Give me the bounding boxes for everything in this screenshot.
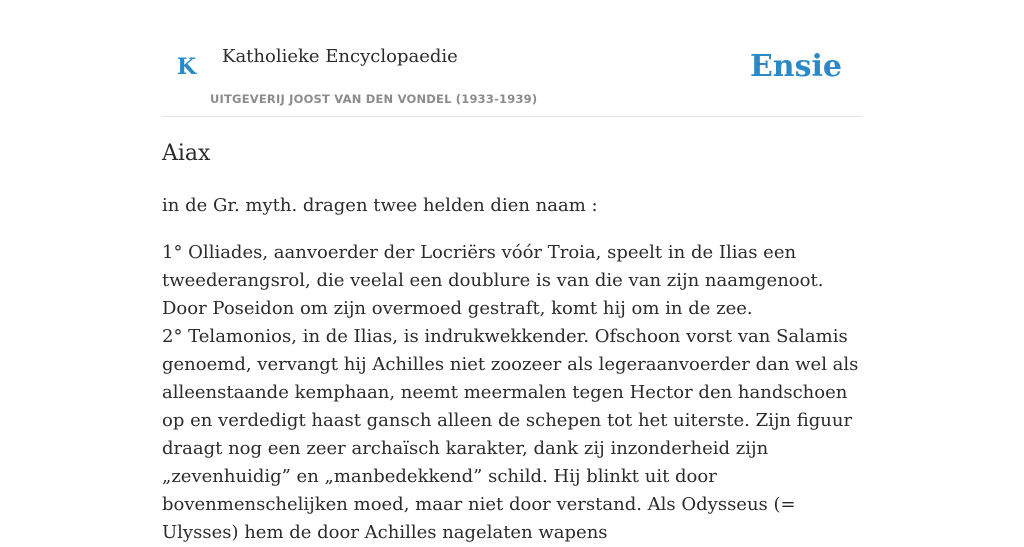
logo-icon[interactable]: K <box>177 54 197 80</box>
article-title: Aiax <box>162 141 211 166</box>
publication-title[interactable]: Katholieke Encyclopaedie <box>222 46 458 67</box>
article-body <box>162 192 862 547</box>
brand-logo[interactable]: Ensie <box>749 49 842 84</box>
site-header <box>162 0 862 117</box>
article-paragraph-1: 1° Olliades, aanvoerder der Locriërs vóór Troia, speelt in de Ilias een tweederangsrol, die veelal een doublure is van die van zijn naamgenoot. Door Poseidon om zijn overmoed gestraft, komt hij om in de zee. <box>162 242 824 319</box>
article-intro: in de Gr. myth. dragen twee helden dien naam : <box>162 195 598 216</box>
article-paragraph-2: 2° Telamonios, in de Ilias, is indrukwekkender. Ofschoon vorst van Salamis genoemd, vervangt hij Achilles niet zoozeer als legeraanvoerder dan wel als alleenstaande kemphaan, neemt meermalen tegen Hector den handschoen op en verdedigt haast gansch alleen de schepen tot het uiterste. Zijn figuur draagt nog een zeer archaïsch karakter, dank zij inzonderheid zijn „zevenhuidig” en „manbedekkend” schild. Hij blinkt uit door bovenmenschelijken moed, maar niet door verstand. Als Odysseus (= Ulysses) hem de door Achilles nagelaten wapens <box>162 326 859 543</box>
publication-subtitle: UITGEVERIJ JOOST VAN DEN VONDEL (1933-1939) <box>210 92 538 106</box>
